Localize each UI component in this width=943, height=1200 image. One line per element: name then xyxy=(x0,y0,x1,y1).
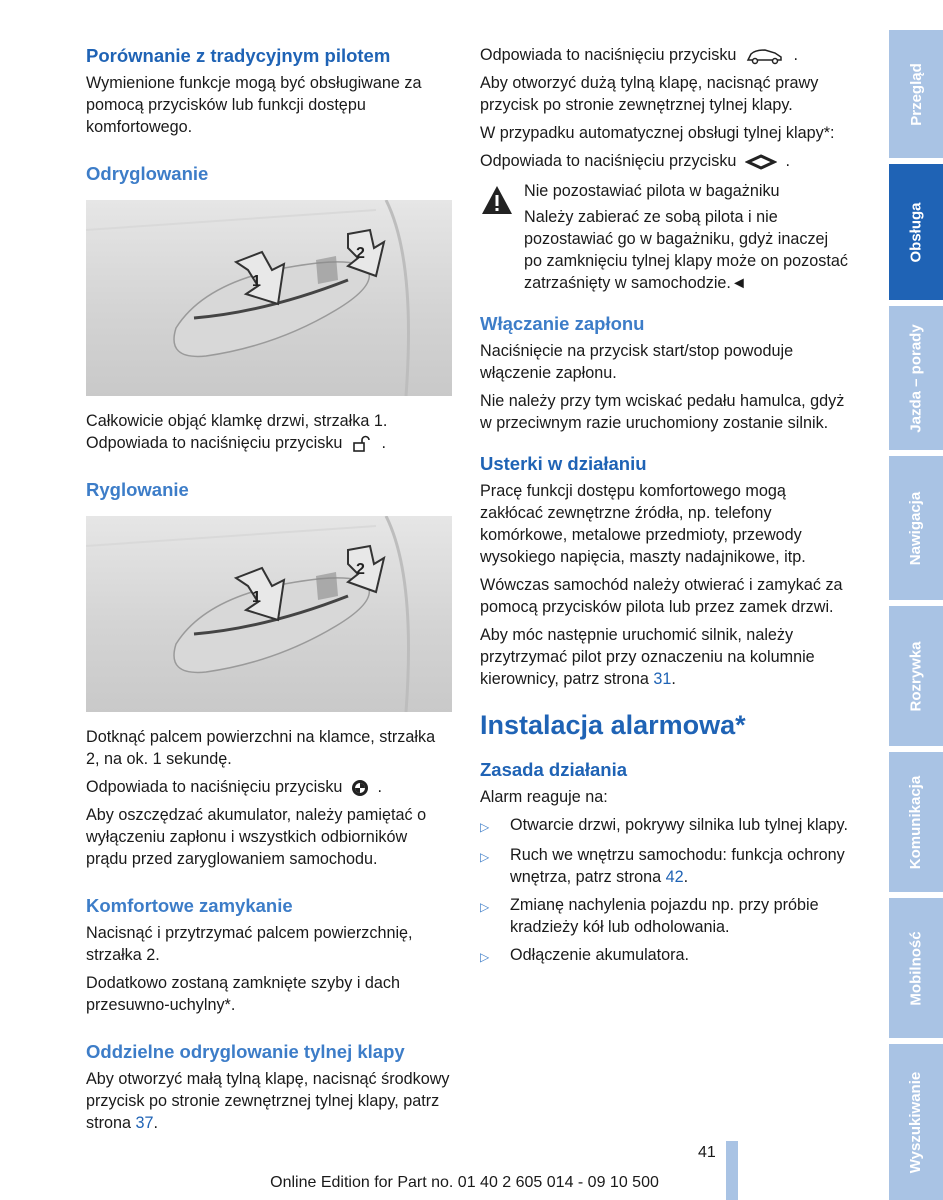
paragraph: Aby oszczędzać akumulator, należy pamiętać o wyłączeniu zapłonu i wszystkich odbiorników prądu przed zaryglowaniem samochodu. xyxy=(86,806,427,868)
door-handle-figure-lock xyxy=(86,516,452,712)
tab-rozrywka[interactable]: Rozrywka xyxy=(889,606,943,746)
warning-icon xyxy=(480,184,514,216)
door-handle-figure-unlock xyxy=(86,200,452,396)
paragraph: Wymienione funkcje mogą być obsługiwane za pomocą przycisków lub funkcji dostępu komfortowego. xyxy=(86,74,422,136)
paragraph: Wówczas samochód należy otwierać i zamykać za pomocą przycisków pilota lub przez zamek drzwi. xyxy=(480,576,843,616)
left-column xyxy=(86,44,452,1140)
paragraph: Aby otworzyć dużą tylną klapę, nacisnąć prawy przycisk po stronie zewnętrznej tylnej klapy. xyxy=(480,74,819,114)
paragraph: Odpowiada to naciśnięciu przycisku . xyxy=(480,152,790,170)
bmw-logo-icon xyxy=(351,779,369,797)
section-heading: Ryglowanie xyxy=(86,479,189,500)
paragraph: Aby móc następnie uruchomić silnik, należy przytrzymać pilot przy oznaczeniu na kolumnie kierownicy, patrz strona 31. xyxy=(480,626,815,688)
tab-komunikacja[interactable]: Komunikacja xyxy=(889,752,943,892)
section-heading: Odryglowanie xyxy=(86,163,209,184)
bullet-marker: ▷ xyxy=(480,950,490,964)
paragraph: Odpowiada to naciśnięciu przycisku . xyxy=(480,46,798,64)
list-item: ▷ Zmianę nachylenia pojazdu np. przy próbie kradzieży kół lub odholowania. xyxy=(480,896,819,936)
tab-przeglad[interactable]: Przegląd xyxy=(889,30,943,158)
section-heading: Komfortowe zamykanie xyxy=(86,895,293,916)
paragraph: Naciśnięcie na przycisk start/stop powoduje włączenie zapłonu. xyxy=(480,342,794,382)
bullet-marker: ▷ xyxy=(480,820,490,834)
section-heading: Porównanie z tradycyjnym pilotem xyxy=(86,45,391,66)
warning-text xyxy=(524,180,850,298)
tab-nawigacja[interactable]: Nawigacja xyxy=(889,456,943,600)
paragraph: W przypadku automatycznej obsługi tylnej klapy*: xyxy=(480,124,835,142)
door-handle-illustration xyxy=(86,200,452,396)
paragraph: Całkowicie objąć klamkę drzwi, strzałka 1. Odpowiada to naciśnięciu przycisku . xyxy=(86,412,388,452)
tab-jazda-porady[interactable]: Jazda – porady xyxy=(889,306,943,450)
footer-text: Online Edition for Part no. 01 40 2 605 014 - 09 10 500 xyxy=(270,1174,659,1191)
paragraph: Pracę funkcji dostępu komfortowego mogą zakłócać zewnętrzne źródła, np. telefony komórkowe, metalowe przedmioty, przewody wysokiego napięcia, maszty nadajnikowe, itp. xyxy=(480,482,806,566)
paragraph: Aby otworzyć małą tylną klapę, nacisnąć środkowy przycisk po stronie zewnętrznej tylnej klapy, patrz strona 37. xyxy=(86,1070,450,1132)
paragraph: Dotknąć palcem powierzchni na klamce, strzałka 2, na ok. 1 sekundę. xyxy=(86,728,436,768)
page-number: 41 xyxy=(698,1144,716,1161)
paragraph: Alarm reaguje na: xyxy=(480,788,608,806)
page-link[interactable]: 42 xyxy=(665,868,684,886)
car-trunk-icon xyxy=(745,47,785,65)
door-handle-illustration xyxy=(86,516,452,712)
warning-title: Nie pozostawiać pilota w bagażniku xyxy=(524,182,780,200)
arrow-label: 1 xyxy=(252,273,261,290)
chapter-sidebar xyxy=(889,30,943,1200)
unlock-icon xyxy=(351,435,373,453)
paragraph: Nie należy przy tym wciskać pedału hamulca, gdyż w przeciwnym razie uruchomiony zostanie silnik. xyxy=(480,392,845,432)
list-item: ▷ Otwarcie drzwi, pokrywy silnika lub tylnej klapy. xyxy=(480,814,850,838)
warning-box xyxy=(480,180,850,298)
chapter-heading: Instalacja alarmowa* xyxy=(480,710,746,740)
page-link[interactable]: 31 xyxy=(653,670,672,688)
bullet-list xyxy=(480,814,850,968)
bullet-marker: ▷ xyxy=(480,850,490,864)
paragraph: Dodatkowo zostaną zamknięte szyby i dach przesuwno-uchylny*. xyxy=(86,974,401,1014)
section-heading: Oddzielne odryglowanie tylnej klapy xyxy=(86,1041,405,1062)
list-item: ▷ Odłączenie akumulatora. xyxy=(480,944,850,968)
tab-obsluga[interactable]: Obsługa xyxy=(889,164,943,300)
bullet-marker: ▷ xyxy=(480,900,490,914)
tab-wyszukiwanie[interactable]: Wyszukiwanie xyxy=(889,1044,943,1200)
section-heading: Usterki w działaniu xyxy=(480,453,647,474)
tab-mobilnosc[interactable]: Mobilność xyxy=(889,898,943,1038)
warning-body: Należy zabierać ze sobą pilota i nie pozostawiać go w bagażniku, gdyż inaczej po zamknięciu tylnej klapy może on pozostać zatrzaśnięty w samochodzie.◄ xyxy=(524,208,848,292)
arrow-label: 2 xyxy=(356,245,365,262)
section-heading: Włączanie zapłonu xyxy=(480,313,645,334)
tailgate-diamond-icon xyxy=(745,154,777,170)
page-link[interactable]: 37 xyxy=(135,1114,154,1132)
paragraph: Odpowiada to naciśnięciu przycisku . xyxy=(86,778,382,796)
right-column xyxy=(480,44,850,974)
paragraph: Nacisnąć i przytrzymać palcem powierzchnię, strzałka 2. xyxy=(86,924,413,964)
arrow-label: 1 xyxy=(252,589,261,606)
section-heading: Zasada działania xyxy=(480,759,628,780)
arrow-label: 2 xyxy=(356,561,365,578)
list-item: ▷ Ruch we wnętrzu samochodu: funkcja ochrony wnętrza, patrz strona 42. xyxy=(480,846,845,886)
